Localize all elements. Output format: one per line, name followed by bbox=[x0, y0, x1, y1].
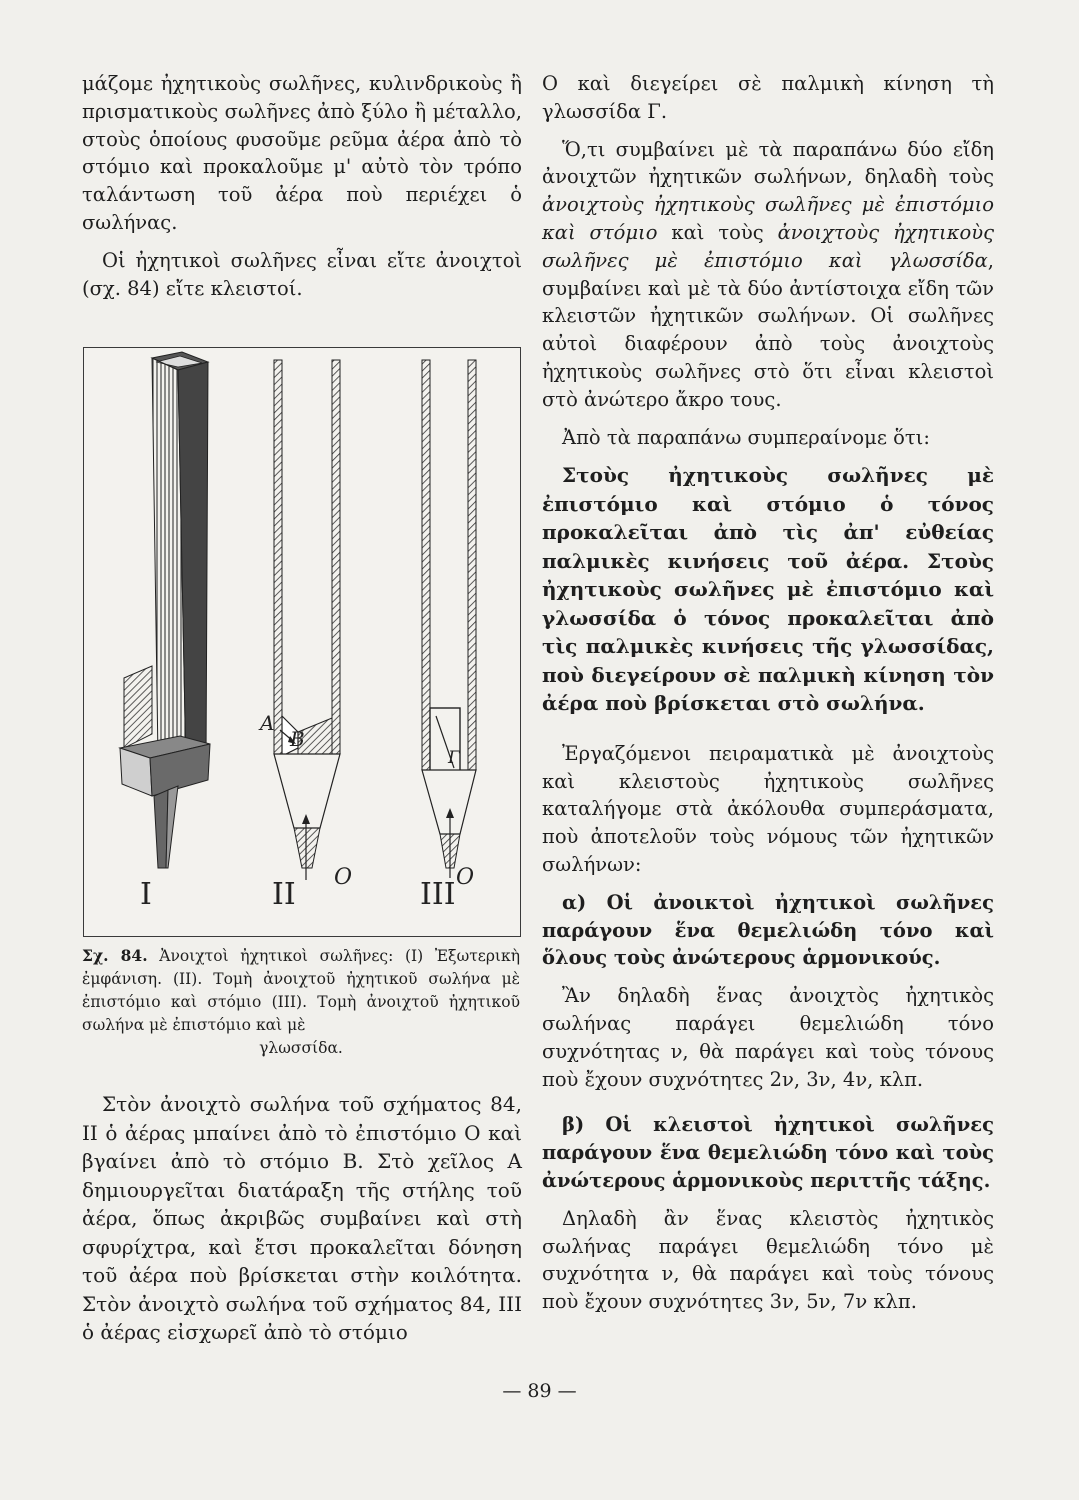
page-number: — 89 — bbox=[502, 1380, 577, 1402]
label-O-pipe-two: O bbox=[334, 865, 353, 890]
caption-label: Σχ. 84. bbox=[82, 946, 148, 965]
paragraph-experiments: Ἐργαζόμενοι πειραματικὰ μὲ ἀνοιχτοὺς καὶ κλειστοὺς ἠχητικοὺς σωλῆνες καταλήγομε στὰ ἀκόλουθα συμπεράσματα, ποὺ ἀποτελοῦν τοὺς νόμους τῶν ἠχητικῶν σωλήνων: bbox=[542, 741, 994, 877]
label-gamma: Γ bbox=[448, 748, 460, 768]
label-B: B bbox=[290, 727, 305, 751]
law-open-pipes: α) Οἱ ἀνοικτοὶ ἠχητικοὶ σωλῆνες παράγουν ἕνα θεμελιώδη τόνο καὶ ὅλους τοὺς ἀνώτερους ἁρμονικούς. bbox=[542, 890, 994, 970]
pipe-three-section bbox=[422, 360, 476, 878]
left-column-bottom bbox=[82, 1090, 522, 1347]
paragraph-open-harmonics: Ἂν δηλαδὴ ἕνας ἀνοιχτὸς ἠχητικὸς σωλήνας παράγει θεμελιώδη τόνο συχνότητας ν, θὰ παράγει καὶ τοὺς τόνους ποὺ ἔχουν συχνότητες 2ν, 3ν, 4ν, κλπ. bbox=[542, 984, 994, 1091]
paragraph-open-closed: Οἱ ἠχητικοὶ σωλῆνες εἶναι εἴτε ἀνοιχτοὶ (σχ. 84) εἴτε κλειστοί. bbox=[82, 248, 522, 300]
label-O-pipe-three: O bbox=[456, 865, 475, 890]
label-II: II bbox=[272, 877, 296, 912]
paragraph-open-pipe-operation: Στὸν ἀνοιχτὸ σωλήνα τοῦ σχήματος 84, ΙΙ ὁ ἀέρας μπαίνει ἀπὸ τὸ ἐπιστόμιο Ο καὶ βγαίνει ἀπὸ τὸ στόμιο Β. Στὸ χεῖλος Α δημιουργεῖται διατάραξη τῆς στήλης τοῦ ἀέρα, ὅπως ἀκριβῶς συμβαίνει καὶ στὴ σφυρίχτρα, καὶ ἔτσι προκαλεῖται δόνηση τοῦ ἀέρα ποὺ βρίσκεται στὴν κοιλότητα. Στὸν ἀνοιχτὸ σωλήνα τοῦ σχήματος 84, ΙΙΙ ὁ ἀέρας εἰσχωρεῖ ἀπὸ τὸ στόμιο bbox=[82, 1092, 522, 1344]
term-open-pipe-reed: ἀνοιχτοὺς ἠχητικοὺς σωλῆνες μὲ ἐπιστόμιο καὶ γλωσσίδα bbox=[542, 220, 995, 272]
law-closed-pipes: β) Οἱ κλειστοὶ ἠχητικοὶ σωλῆνες παράγουν ἕνα θεμελιώδη τόνο καὶ τοὺς ἀνώτερους ἁρμονικοὺς περιττῆς τάξης. bbox=[542, 1113, 994, 1193]
figure-84 bbox=[83, 347, 521, 937]
figure-caption bbox=[82, 944, 520, 1060]
caption-text: Ἀνοιχτοὶ ἠχητικοὶ σωλῆνες: (Ι) Ἐξωτερικὴ ἐμφάνιση. (ΙΙ). Τομὴ ἀνοιχτοῦ ἠχητικοῦ σωλήνα μὲ ἐπιστόμιο καὶ στόμιο (ΙΙΙ). Τομὴ ἀνοιχτοῦ ἠχητικοῦ σωλήνα μὲ ἐπιστόμιο καὶ μὲ bbox=[82, 947, 520, 1034]
paragraph-reed-excitation: Ο καὶ διεγείρει σὲ παλμικὴ κίνηση τὴ γλωσσίδα Γ. bbox=[542, 72, 994, 123]
pipe-one-exterior bbox=[120, 352, 210, 868]
pipes-illustration bbox=[84, 348, 520, 936]
pipe-two-section bbox=[274, 360, 340, 880]
left-column-top bbox=[82, 70, 522, 302]
term-open-pipe-mouth: ἀνοιχτοὺς ἠχητικοὺς σωλῆνες μὲ ἐπιστόμιο καὶ στόμιο bbox=[542, 193, 994, 244]
paragraph-tone-origin: Στοὺς ἠχητικοὺς σωλῆνες μὲ ἐπιστόμιο καὶ στόμιο ὁ τόνος προκαλεῖται ἀπὸ τὶς ἀπ' εὐθείας παλμικὲς κινήσεις τοῦ ἀέρα. Στοὺς ἠχητικοὺς σωλῆνες μὲ ἐπιστόμιο καὶ γλωσσίδα ὁ τόνος προκαλεῖται ἀπὸ τὶς παλμικὲς κινήσεις τῆς γλωσσίδας, ποὺ διεγείρουν σὲ παλμικὴ κίνηση τὸν ἀέρα ποὺ βρίσκεται στὸ σωλήνα. bbox=[542, 463, 994, 716]
paragraph-conclusion-intro: Ἀπὸ τὰ παραπάνω συμπεραίνομε ὅτι: bbox=[562, 425, 930, 449]
label-I: I bbox=[140, 877, 152, 912]
right-column bbox=[542, 70, 994, 1316]
paragraph-pipes-intro: μάζομε ἠχητικοὺς σωλῆνες, κυλινδρικοὺς ἢ πρισματικοὺς σωλῆνες ἀπὸ ξύλο ἢ μέταλλο, στοὺς ὁποίους φυσοῦμε ρεῦμα ἀέρα ἀπὸ τὸ στόμιο καὶ προκαλοῦμε μ' αὐτὸ τὸν τρόπο ταλάντωση τοῦ ἀέρα ποὺ περιέχει ὁ σωλήνας. bbox=[82, 72, 522, 234]
label-III: III bbox=[420, 877, 456, 912]
caption-end: γλωσσίδα. bbox=[259, 1039, 343, 1057]
label-A: A bbox=[260, 711, 275, 735]
paragraph-closed-pipes: Ὅ,τι συμβαίνει μὲ τὰ παραπάνω δύο εἴδη ἀνοιχτῶν ἠχητικῶν σωλήνων, δηλαδὴ τοὺς ἀνοιχτοὺς ἠχητικοὺς σωλῆνες μὲ ἐπιστόμιο καὶ στόμιο καὶ τοὺς ἀνοιχτοὺς ἠχητικοὺς σωλῆνες μὲ ἐπιστόμιο καὶ γλωσσίδα, συμβαίνει καὶ μὲ τὰ δύο ἀντίστοιχα εἴδη τῶν κλειστῶν ἠχητικῶν σωλήνων. Οἱ σωλῆνες αὐτοὶ διαφέρουν ἀπὸ τοὺς ἀνοιχτοὺς ἠχητικοὺς σωλῆνες στὸ ὅτι εἶναι κλειστοὶ στὸ ἀνώτερο ἄκρο τους. bbox=[542, 137, 995, 411]
paragraph-closed-harmonics: Δηλαδὴ ἂν ἕνας κλειστὸς ἠχητικὸς σωλήνας παράγει θεμελιώδη τόνο μὲ συχνότητα ν, θὰ παράγει καὶ τοὺς τόνους ποὺ ἔχουν συχνότητες 3ν, 5ν, 7ν κλπ. bbox=[542, 1206, 994, 1314]
